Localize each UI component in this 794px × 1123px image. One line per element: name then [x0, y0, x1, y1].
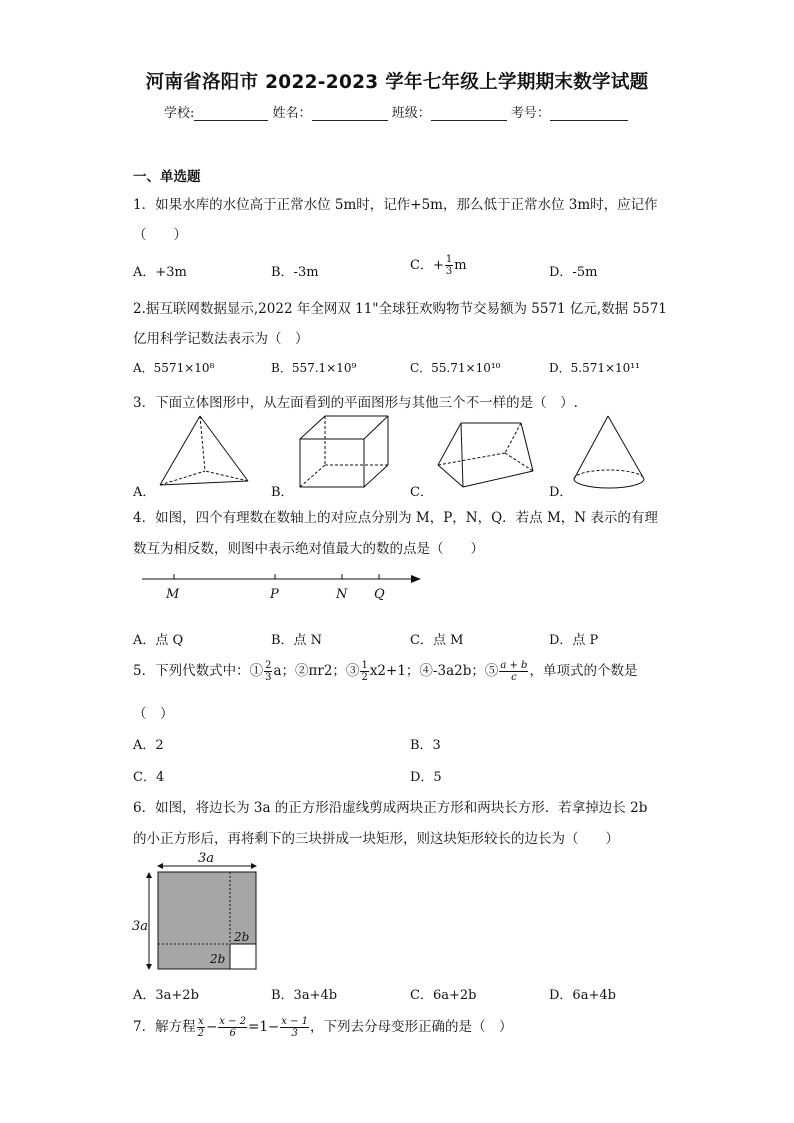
q1-option-c-unit: m: [454, 258, 467, 273]
q3-stem: 3．下面立体图形中，从左面看到的平面图形与其他三个不一样的是（ ）.: [133, 395, 578, 411]
q1-stem-line1: 1．如果水库的水位高于正常水位 5m时，记作+5m，那么低于正常水位 3m时，应记作: [133, 197, 658, 213]
q4-stem-line2: 数互为相反数，则图中表示绝对值最大的数的点是（ ）: [133, 541, 484, 557]
q2-option-c[interactable]: C．55.71×10¹⁰: [410, 361, 501, 375]
class-label: 班级：: [391, 106, 431, 121]
page-title: 河南省洛阳市 2022-2023 学年七年级上学期期末数学试题: [145, 72, 649, 93]
q5-option-c[interactable]: C．4: [133, 770, 165, 785]
q4-label-p: P: [270, 587, 279, 602]
q6-option-a[interactable]: A．3a+2b: [133, 988, 199, 1003]
q5-stem-line2: （ ）: [133, 706, 174, 722]
q7-fraction-2: $\frac{x - 2}{6}$: [219, 1016, 247, 1039]
q1-option-a[interactable]: A．+3m: [133, 265, 187, 280]
q1-stem-line2: （ ）: [133, 227, 187, 243]
section-title: 一、单选题: [133, 169, 201, 185]
q2-stem-line2: 亿用科学记数法表示为（ ）: [133, 331, 309, 347]
q6-stem-line2: 的小正方形后，再将剩下的三块拼成一块矩形，则这块矩形较长的边长为（ ）: [133, 831, 619, 847]
q3-option-a[interactable]: A．: [133, 485, 156, 500]
name-blank[interactable]: [312, 106, 388, 121]
q6-option-b[interactable]: B．3a+4b: [271, 988, 338, 1003]
q5-stem-line1: 5．下列代数式中：① $\frac{2}{3}$ a；②πr2；③ $\frac{1}{2}$ x2+1；④-3a2b；⑤ $\frac{a + b}{c}$ ，单项式的个数是: [133, 660, 638, 683]
name-label: 姓名：: [272, 106, 312, 121]
q1-option-c-fraction: $\frac{1}{3}$: [445, 254, 453, 277]
q4-number-line: [140, 568, 430, 608]
q6-label-left: 3a: [132, 919, 149, 934]
q5-term3-fraction: $\frac{1}{2}$: [361, 660, 368, 683]
q6-label-inner1: 2b: [234, 930, 250, 944]
class-blank[interactable]: [431, 106, 507, 121]
q6-square-diagram: [130, 848, 270, 976]
q4-option-a[interactable]: A．点 Q: [133, 633, 184, 648]
q3-figure-triangular-prism: [433, 413, 538, 493]
school-blank[interactable]: [194, 106, 268, 121]
q5-option-d[interactable]: D．5: [410, 770, 442, 785]
id-label: 考号：: [510, 106, 550, 121]
q6-option-d[interactable]: D．6a+4b: [549, 988, 616, 1003]
q1-option-c-prefix: C．+: [410, 258, 444, 273]
q7-fraction-1: $\frac{x}{2}$: [197, 1016, 204, 1039]
q2-option-d[interactable]: D．5.571×10¹¹: [549, 361, 640, 375]
q7-fraction-3: $\frac{x - 1}{3}$: [281, 1016, 308, 1039]
q1-option-c[interactable]: [410, 254, 467, 277]
q4-option-c[interactable]: C．点 M: [410, 633, 464, 648]
q1-option-b[interactable]: B．-3m: [271, 265, 319, 280]
q6-label-inner2: 2b: [210, 952, 226, 966]
q4-label-q: Q: [374, 587, 385, 602]
school-label: 学校:: [164, 106, 195, 121]
q5-term1-fraction: $\frac{2}{3}$: [265, 660, 272, 683]
q4-label-n: N: [336, 587, 348, 602]
q7-stem: 7．解方程 $\frac{x}{2}$ − $\frac{x - 2}{6}$ =1− $\frac{x - 1}{3}$ ，下列去分母变形正确的是（ ）: [133, 1016, 513, 1039]
q2-option-b[interactable]: B．557.1×10⁹: [271, 361, 357, 375]
q3-option-c[interactable]: C．: [410, 485, 433, 500]
q5-term5-fraction: $\frac{a + b}{c}$: [500, 660, 528, 683]
q3-option-d[interactable]: D．: [549, 485, 573, 500]
q6-stem-line1: 6．如图，将边长为 3a 的正方形沿虚线剪成两块正方形和两块长方形．若拿掉边长 2b: [133, 800, 648, 816]
q3-option-b[interactable]: B．: [271, 485, 294, 500]
q3-figure-prism: [295, 413, 395, 493]
q4-option-b[interactable]: B．点 N: [271, 633, 323, 648]
q6-option-c[interactable]: C．6a+2b: [410, 988, 477, 1003]
q5-option-a[interactable]: A．2: [133, 738, 164, 753]
q4-option-d[interactable]: D．点 P: [549, 633, 599, 648]
q3-figure-cone: [570, 413, 650, 493]
q2-option-a[interactable]: A．5571×10⁸: [133, 361, 215, 375]
q6-label-top: 3a: [198, 851, 215, 866]
q1-option-d[interactable]: D．-5m: [549, 265, 598, 280]
student-info-line: [164, 102, 628, 121]
id-blank[interactable]: [550, 106, 628, 121]
q5-option-b[interactable]: B．3: [410, 738, 441, 753]
q4-label-m: M: [166, 587, 180, 602]
q3-figure-pyramid: [155, 413, 255, 493]
q4-stem-line1: 4．如图，四个有理数在数轴上的对应点分别为 M，P，N，Q．若点 M，N 表示的有理: [133, 510, 658, 526]
q2-stem-line1: 2.据互联网数据显示,2022 年全网双 11"全球狂欢购物节交易额为 5571 亿元,数据 5571: [133, 301, 667, 317]
